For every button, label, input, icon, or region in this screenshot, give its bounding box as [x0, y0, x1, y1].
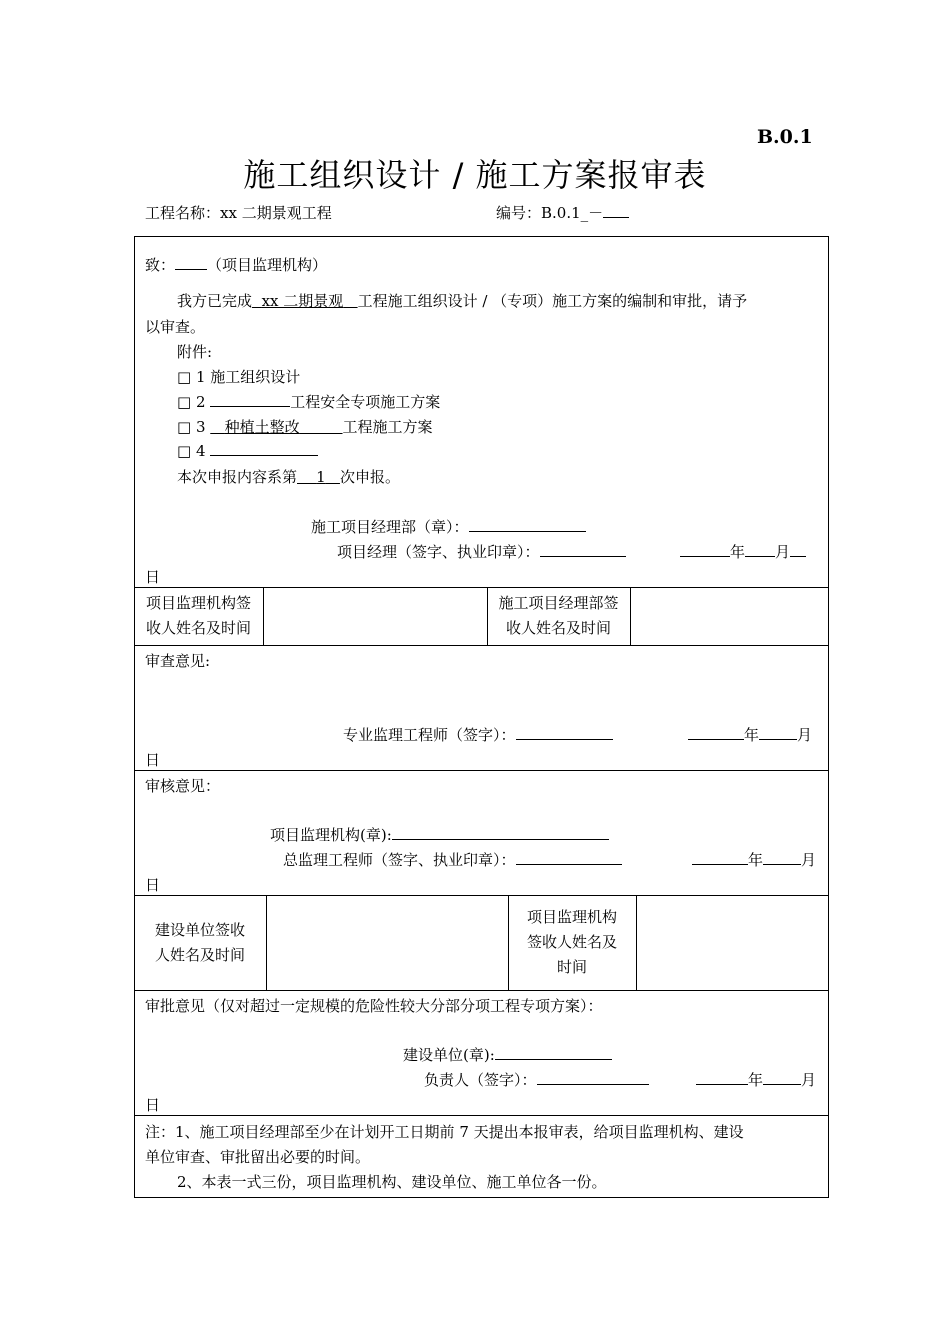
to-label: 致： [145, 256, 176, 274]
review-date-day: 日 [145, 751, 161, 769]
contractor-seal-blank[interactable] [469, 517, 586, 532]
project-name: xx 二期景观工程 [220, 204, 332, 222]
divider [134, 587, 829, 588]
audit-org-line: 项目监理机构(章): [270, 824, 609, 845]
project-label: 工程名称： [145, 204, 221, 222]
body-line-1 [177, 290, 747, 311]
note-line-1: 注：1、施工项目经理部至少在计划开工日期前 7 天提出本报审表，给项目监理机构、建设 [145, 1123, 744, 1141]
supervisor-receipt-value-2[interactable] [637, 899, 828, 986]
approval-date-day: 日 [145, 1096, 161, 1114]
report-count-line: 本次申报内容系第 1 次申报。 [177, 468, 400, 486]
note-line-3: 2、本表一式三份，项目监理机构、建设单位、施工单位各一份。 [177, 1173, 607, 1191]
addressee-blank[interactable] [175, 255, 207, 270]
review-sign-line: 专业监理工程师（签字）： [343, 724, 613, 745]
audit-label: 审核意见： [145, 777, 221, 795]
chief-sign-blank[interactable] [516, 850, 622, 865]
body-rest: 工程施工组织设计 / （专项）施工方案的编制和审批，请予 [357, 292, 748, 310]
approval-date: 年 月 [696, 1069, 816, 1090]
owner-sign-line: 负责人（签字）： [424, 1069, 649, 1090]
approval-label: 审批意见（仅对超过一定规模的危险性较大分部分项工程专项方案）： [145, 997, 603, 1015]
attachment-3-fill: 种植土整改 [224, 418, 300, 436]
attachment-2[interactable]: □ 2 工程安全专项施工方案 [177, 393, 441, 411]
form-code: B.0.1 [757, 126, 813, 148]
supervisor-receipt-label-2: 项目监理机构 签收人姓名及 时间 [526, 908, 617, 976]
number-label: 编号：B.0.1_－ [496, 204, 604, 222]
number-blank[interactable] [603, 203, 629, 218]
contractor-receipt-value[interactable] [631, 591, 828, 641]
divider [134, 895, 829, 896]
attachment-3[interactable]: □ 3 种植土整改 工程施工方案 [177, 418, 433, 436]
audit-org-blank[interactable] [392, 825, 609, 840]
attachment-2-blank[interactable] [210, 392, 290, 407]
attachments-label: 附件: [177, 343, 213, 361]
audit-date-day: 日 [145, 876, 161, 894]
divider [134, 1115, 829, 1116]
addressee-line [145, 254, 327, 275]
body-project: xx 二期景观 [261, 292, 344, 310]
divider [134, 990, 829, 991]
project-name-line [145, 202, 332, 223]
divider [134, 645, 829, 646]
report-count: 1 [316, 468, 326, 486]
manager-date: 年 月 [680, 541, 806, 562]
supervisor-receipt-value[interactable] [264, 591, 487, 641]
audit-date: 年 月 [692, 849, 816, 870]
body-line-2: 以审查。 [145, 318, 206, 336]
divider [134, 770, 829, 771]
contractor-seal-line: 施工项目经理部（章）： [311, 516, 586, 537]
review-date: 年 月 [688, 724, 812, 745]
attachment-1[interactable]: □ 1 施工组织设计 [177, 368, 301, 386]
owner-sign-blank[interactable] [537, 1070, 649, 1085]
body-prefix: 我方已完成 [177, 292, 253, 310]
manager-sign-line: 项目经理（签字、执业印章）： [337, 541, 626, 562]
to-suffix: （项目监理机构） [207, 256, 328, 274]
manager-date-day: 日 [145, 568, 161, 586]
supervisor-receipt-label: 项目监理机构签 收人姓名及时间 [145, 594, 251, 637]
page-title: 施工组织设计 / 施工方案报审表 [243, 156, 707, 194]
review-sign-blank[interactable] [516, 725, 613, 740]
manager-sign-blank[interactable] [540, 542, 626, 557]
chief-sign-line: 总监理工程师（签字、执业印章）： [283, 849, 622, 870]
note-line-2: 单位审查、审批留出必要的时间。 [145, 1148, 371, 1166]
owner-seal-blank[interactable] [495, 1045, 612, 1060]
attachment-4[interactable]: □ 4 [177, 441, 318, 460]
owner-receipt-label: 建设单位签收 人姓名及时间 [154, 921, 245, 964]
review-label: 审查意见: [145, 652, 211, 670]
owner-seal-line: 建设单位(章): [403, 1044, 612, 1065]
contractor-receipt-label: 施工项目经理部签 收人姓名及时间 [498, 594, 619, 637]
owner-receipt-value[interactable] [267, 899, 508, 986]
attachment-4-blank[interactable] [210, 441, 318, 456]
form-number-line [496, 202, 629, 223]
